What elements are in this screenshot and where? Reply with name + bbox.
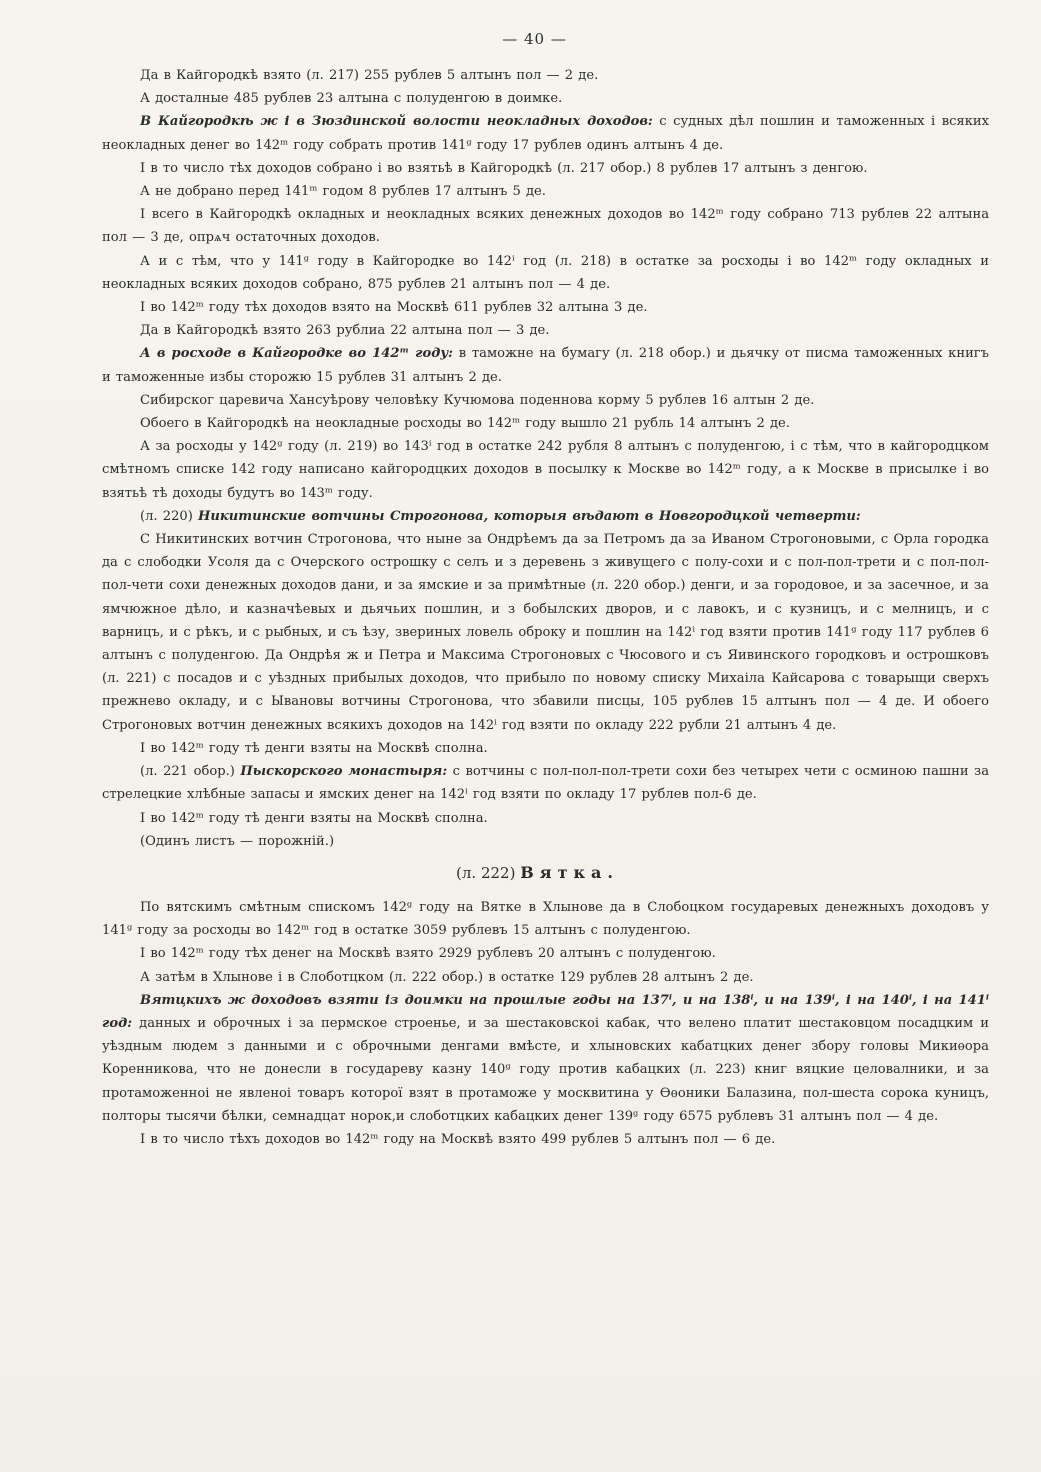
paragraph: І во 142ᵐ году тѣх денег на Москвѣ взято 2929 рублевъ 20 алтынъ с полуденгою.: [140, 946, 716, 962]
paragraph-text: с вотчины с пол-пол-пол-трети сохи без четырех чети с осминою пашни за стрелецкие хлѣбные запасы и ямских денег на 142ⁱ год взяти по окладу 17 рублев пол-6 де.: [102, 764, 989, 803]
paragraph: Да в Кайгородкѣ взято 263 рублиа 22 алтына пол — 3 де.: [140, 323, 550, 339]
page-number: — 40 —: [502, 30, 567, 48]
paragraph: [102, 342, 989, 388]
italic-heading: А в росходе в Кайгородке во 142ᵐ году:: [140, 346, 454, 362]
section-heading: [102, 863, 989, 882]
folio-reference: (л. 220): [140, 508, 199, 524]
paragraph: І во 142ᵐ году тѣх доходов взято на Москвѣ 611 рублев 32 алтына 3 де.: [140, 300, 648, 316]
paragraph: Обоего в Кайгородкѣ на неокладные росходы во 142ᵐ году вышло 21 рубль 14 алтынъ 2 де.: [140, 416, 790, 432]
section-title: Вятка.: [520, 862, 619, 882]
paragraph: І во 142ᵐ году тѣ денги взяты на Москвѣ сполна.: [140, 810, 488, 826]
paragraph: І в то число тѣхъ доходов во 142ᵐ году на Москвѣ взято 499 рублев 5 алтынъ пол — 6 де.: [140, 1131, 776, 1147]
paragraph: [102, 989, 989, 1128]
italic-heading: В Кайгородкѣ ж і в Зюздинской волости неокладных доходов:: [140, 114, 653, 130]
paragraph: По вятскимъ смѣтным спискомъ 142ᵍ году на Вятке в Хлынове да в Слобоцком государевых денежныхъ доходовъ у 141ᵍ году за росходы во 142ᵐ год в остатке 3059 рублевъ 15 алтынъ с полуденгою.: [102, 899, 989, 939]
italic-heading: Вятцкихъ ж доходовъ взяти із доимки на прошлые годы на 137ⁱ, и на 138ⁱ, и на 139ⁱ, і на 140ⁱ, і на 141ⁱ год:: [102, 992, 989, 1031]
paragraph-text: в таможне на бумагу (л. 218 обор.) и дьячку от писма таможенных книгъ и таможенные избы сторожю 15 рублев 31 алтынъ 2 де.: [102, 346, 989, 385]
paragraph: [102, 760, 989, 806]
paragraph: А за росходы у 142ᵍ году (л. 219) во 143ⁱ год в остатке 242 рубля 8 алтынъ с полуденгою, і с тѣм, что в кайгородцком смѣтномъ списке 142 году написано кайгородцких доходов в посылку к Москве во 142ᵐ году, а к Москве в присылке і во взятьѣ тѣ доходы будутъ во 143ᵐ году.: [102, 439, 989, 501]
paragraph: А затѣм в Хлынове і в Слоботцком (л. 222 обор.) в остатке 129 рублев 28 алтынъ 2 де.: [140, 969, 754, 985]
folio-reference: (л. 221 обор.): [140, 764, 241, 780]
paragraph: А и с тѣм, что у 141ᵍ году в Кайгородке во 142ⁱ год (л. 218) в остатке за росходы і во 142ᵐ году окладных и неокладных всяких доходов собрано, 875 рублев 21 алтынъ пол — 4 де.: [102, 253, 989, 292]
paragraph: А досталные 485 рублев 23 алтына с полуденгою в доимке.: [140, 91, 563, 107]
paragraph-text: данных и оброчных і за пермское строенье, и за шестаковскоі кабак, что велено платит шестаковцом посадцким и уѣздным людем з данными и с оброчными денгами вмѣсте, и хлыновских кабатцких денег збору головы Микиѳора Коренникова, что не донесли в государеву казну 140ᵍ году против кабацких (л. 223) книг вяцкие целовалники, и за протаможенноі не явленоі товаръ которої взят в протаможе у москвитина у Ѳѳоники Балазина, пол-шеста сорока куницъ, полторы тысячи бѣлки, семнадцат норок,и слоботцких кабацких денег 139ᵍ году 6575 рублевъ 31 алтынъ пол — 4 де.: [102, 1015, 989, 1124]
paragraph: А не добрано перед 141ᵐ годом 8 рублев 17 алтынъ 5 де.: [140, 184, 546, 200]
paragraph: І во 142ᵐ году тѣ денги взяты на Москвѣ сполна.: [140, 740, 488, 756]
paragraph: І в то число тѣх доходов собрано і во взятьѣ в Кайгородкѣ (л. 217 обор.) 8 рублев 17 алтынъ з денгою.: [140, 160, 868, 176]
paragraph-text: с судных дѣл пошлин и таможенных і всяких неокладных денег во 142ᵐ году собрать против 141ᵍ году 17 рублев одинъ алтынъ 4 де.: [102, 114, 989, 153]
italic-heading: Никитинские вотчины Строгонова, которыя вѣдают в Новгородцкой четверти:: [198, 508, 861, 524]
paragraph: І всего в Кайгородкѣ окладных и неокладных всяких денежных доходов во 142ᵐ году собрано 713 рублев 22 алтына пол — 3 де, опрѧч остаточных доходов.: [102, 207, 989, 246]
paragraph: [102, 505, 989, 528]
folio-reference: (л. 222): [456, 863, 516, 882]
paragraph: Да в Кайгородкѣ взято (л. 217) 255 рублев 5 алтынъ пол — 2 де.: [140, 68, 599, 83]
paragraph: Сибирског царевича Хансуѣрову человѣку Кучюмова поденнова корму 5 рублев 16 алтын 2 де.: [140, 392, 815, 408]
italic-heading: Пыскорского монастыря:: [240, 764, 448, 780]
paragraph: (Одинъ листъ — порожній.): [140, 833, 335, 849]
paragraph: [102, 110, 989, 156]
paragraph: С Никитинских вотчин Строгонова, что ныне за Ондрѣемъ да за Петромъ да за Иваном Строгоновыми, с Орла городка да с слободки Усоля да с Очерского острошку с селъ и з деревень з живущего с полу-сохи и с пол-пол-трети и с пол-пол-пол-чети сохи денежных доходов дани, и за ямские и за примѣтные (л. 220 обор.) денги, и за городовое, и за засечное, и за ямчюжное дѣло, и казначѣевых и дьячьих пошлин, и з бобылских дворов, и с лавокъ, и с кузницъ, и с мелницъ, и с варницъ, и с рѣкъ, и с рыбных, и съ ѣзу, звериных ловель оброку и пошлин на 142ⁱ год взяти против 141ᵍ году 117 рублев 6 алтынъ с полуденгою. Да Ондрѣя ж и Петра и Максима Строгоновых с Чюсового и съ Яивинского городковъ и острошковъ (л. 221) с посадов и с уѣздных прибылых доходов, что прибыло по новому списку Михаіла Кайсарова с товарыщи сверхъ прежнево окладу, и с Ывановы вотчины Строгонова, что збавили писцы, 105 рублев 15 алтынъ пол — 4 де. И обоего Строгоновых вотчин денежных всякихъ доходов на 142ⁱ год взяти по окладу 222 рубли 21 алтынъ 4 де.: [102, 532, 989, 733]
